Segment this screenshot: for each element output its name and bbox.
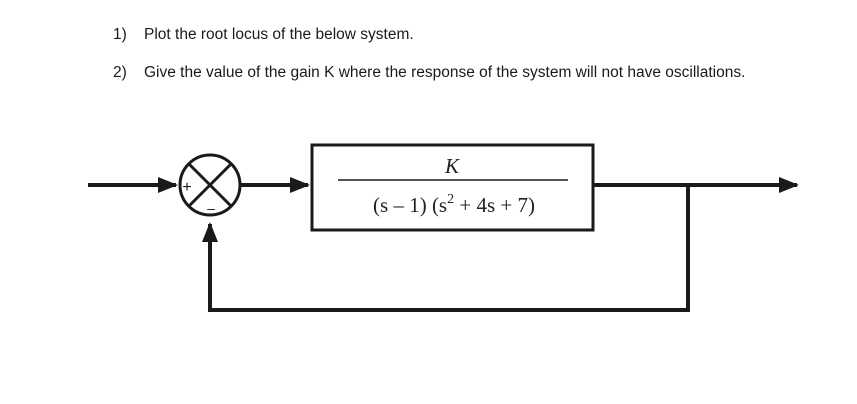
question-2-number: 2): [113, 64, 127, 81]
plus-sign: +: [182, 179, 192, 196]
denominator-exponent: 2: [447, 192, 455, 207]
denominator-part-2: + 4s + 7): [454, 193, 535, 217]
transfer-function-numerator: K: [444, 154, 460, 178]
question-2-text: Give the value of the gain K where the response of the system will not have oscillations.: [144, 64, 746, 81]
transfer-function-denominator: [373, 192, 535, 217]
summing-junction: [180, 155, 240, 216]
question-1-number: 1): [113, 26, 127, 43]
minus-sign: –: [207, 200, 215, 216]
denominator-part-1: (s – 1) (s: [373, 193, 448, 217]
question-1-text: Plot the root locus of the below system.: [144, 26, 414, 43]
